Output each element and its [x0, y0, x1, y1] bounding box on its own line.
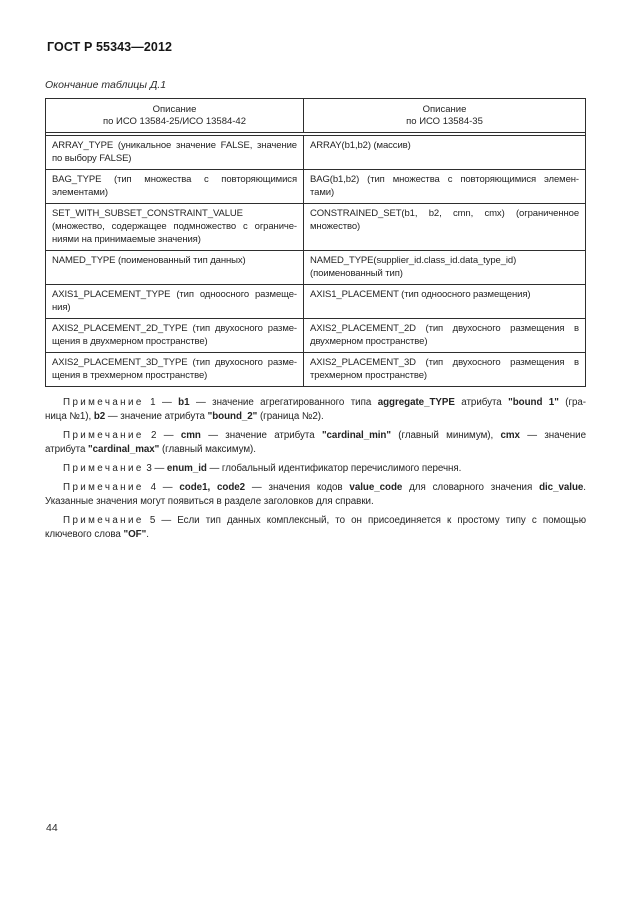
- column-header-line: по ИСО 13584-35: [406, 116, 483, 127]
- note: [45, 481, 586, 509]
- note-text-segment: — значение агрегатированного типа: [189, 397, 378, 408]
- column-header-line: Описание: [422, 104, 467, 115]
- table-row: [46, 136, 585, 169]
- note-text-segment: (гра-: [558, 397, 586, 408]
- table-cell-line: (множество, содержащее подмножество с ограниче-: [52, 221, 297, 232]
- table-cell: [304, 353, 585, 386]
- note-line: [45, 528, 586, 542]
- table-row: [46, 250, 585, 284]
- note-line: [45, 410, 586, 424]
- note-text-segment: b2: [93, 411, 106, 422]
- table-row: [46, 318, 585, 352]
- table-cell-line: NAMED_TYPE(supplier_id.class_id.data_type_id): [310, 255, 517, 266]
- table-cell-line: AXIS1_PLACEMENT (тип одноосного размещения): [310, 289, 531, 300]
- note-line: [45, 396, 586, 410]
- note-text-segment: .: [583, 482, 586, 493]
- table-cell-line: по выбору FALSE): [52, 153, 132, 164]
- table-cell-line: ARRAY(b1,b2) (массив): [310, 140, 411, 151]
- table-body: [46, 136, 585, 386]
- note-text-segment: b1: [178, 397, 190, 408]
- note-text-segment: атрибута: [454, 397, 509, 408]
- comparison-table: [45, 98, 586, 387]
- table-row: [46, 203, 585, 250]
- table-cell: [46, 319, 304, 352]
- note-text-segment: (главный максимум).: [159, 444, 256, 455]
- table-cell-line: трехмерном пространстве): [310, 370, 427, 381]
- table-cell: [304, 170, 585, 203]
- note-line: [45, 495, 586, 509]
- table-cell: [304, 285, 585, 318]
- table-cell: [304, 136, 585, 169]
- note-text-segment: (главный минимум),: [390, 430, 501, 441]
- note-text-segment: (граница №2).: [257, 411, 324, 422]
- table-cell-line: двухмерном пространстве): [310, 336, 428, 347]
- note-text-segment: ключевого слова: [45, 529, 124, 540]
- notes-section: [45, 396, 586, 542]
- note-text-segment: 2 —: [143, 430, 181, 441]
- table-caption: Окончание таблицы Д.1: [45, 79, 167, 91]
- table-cell-line: щения в двухмерном пространстве): [52, 336, 208, 347]
- table-cell-line: AXIS2_PLACEMENT_3D (тип двухосного размещения в: [310, 357, 579, 368]
- note-text-segment: Примечание: [63, 463, 144, 474]
- page-content: [45, 79, 586, 542]
- note-text-segment: Примечание: [63, 397, 144, 408]
- column-header: [46, 99, 304, 132]
- column-header: [304, 99, 585, 132]
- table-cell: [46, 251, 304, 284]
- table-cell-line: тами): [310, 187, 335, 198]
- table-cell: [46, 204, 304, 250]
- note-text-segment: — значение: [519, 430, 586, 441]
- note-text-segment: Примечание: [63, 515, 144, 526]
- note-text-segment: "bound_2": [207, 411, 258, 422]
- column-header-line: Описание: [152, 104, 197, 115]
- table-cell: [46, 285, 304, 318]
- table-cell: [46, 170, 304, 203]
- note-text-segment: — значение атрибута: [105, 411, 208, 422]
- column-header-line: по ИСО 13584-25/ИСО 13584-42: [102, 116, 247, 127]
- note-text-segment: "OF": [123, 529, 147, 540]
- note: [45, 514, 586, 542]
- table-cell-line: CONSTRAINED_SET(b1, b2, cmn, cmx) (ограниченное: [310, 208, 579, 219]
- table-cell-line: элементами): [52, 187, 108, 198]
- page-number: 44: [46, 822, 58, 834]
- note-line: [45, 429, 586, 443]
- note-line: [45, 514, 586, 528]
- table-row: [46, 352, 585, 386]
- note-text-segment: 5 — Если тип данных комплексный, то он присоединяется к простому типу с помощью: [143, 515, 586, 526]
- note-line: [45, 443, 586, 457]
- table-row: [46, 169, 585, 203]
- note-text-segment: "cardinal_min": [321, 430, 391, 441]
- table-cell: [46, 353, 304, 386]
- table-cell-line: BAG_TYPE (тип множества с повторяющимися: [52, 174, 297, 185]
- note-text-segment: enum_id: [166, 463, 207, 474]
- table-cell-line: ARRAY_TYPE (уникальное значение FALSE, значение: [52, 140, 297, 151]
- table-cell-line: (поименованный тип): [310, 268, 403, 279]
- table-cell-line: BAG(b1,b2) (тип множества с повторяющимися элемен-: [310, 174, 579, 185]
- table-cell-line: щения в трехмерном пространстве): [52, 370, 208, 381]
- table-cell: [304, 251, 585, 284]
- note: [45, 429, 586, 457]
- note: [45, 462, 586, 476]
- note-text-segment: dic_value: [539, 482, 584, 493]
- note-text-segment: — значение атрибута: [200, 430, 322, 441]
- note-line: [45, 462, 586, 476]
- note-text-segment: 1 —: [143, 397, 179, 408]
- note-text-segment: атрибута: [45, 444, 89, 455]
- note-line: [45, 481, 586, 495]
- note-text-segment: cmx: [500, 430, 520, 441]
- note-text-segment: — значения кодов: [245, 482, 350, 493]
- note-text-segment: "bound 1": [508, 397, 559, 408]
- table-cell-line: AXIS2_PLACEMENT_2D (тип двухосного размещения в: [310, 323, 579, 334]
- note-text-segment: 3 —: [143, 463, 167, 474]
- note-text-segment: 4 —: [143, 482, 180, 493]
- table-cell-line: SET_WITH_SUBSET_CONSTRAINT_VALUE: [52, 208, 243, 219]
- note-text-segment: value_code: [349, 482, 403, 493]
- note-text-segment: ница №1),: [45, 411, 94, 422]
- note-text-segment: aggregate_TYPE: [377, 397, 455, 408]
- table-cell: [46, 136, 304, 169]
- table-cell-line: множество): [310, 221, 361, 232]
- note-text-segment: Примечание: [63, 482, 144, 493]
- note-text-segment: "cardinal_max": [88, 444, 160, 455]
- note-text-segment: code1, code2: [179, 482, 246, 493]
- note-text-segment: — глобальный идентификатор перечислимого перечня.: [206, 463, 462, 474]
- table-cell-line: AXIS2_PLACEMENT_2D_TYPE (тип двухосного разме-: [52, 323, 297, 334]
- table-cell: [304, 319, 585, 352]
- table-cell: [304, 204, 585, 250]
- standard-code: ГОСТ Р 55343—2012: [47, 40, 173, 54]
- table-cell-line: ния): [52, 302, 71, 313]
- table-row: [46, 284, 585, 318]
- table-cell-line: NAMED_TYPE (поименованный тип данных): [52, 255, 246, 266]
- note-text-segment: .: [146, 529, 149, 540]
- note-text-segment: cmn: [180, 430, 201, 441]
- note: [45, 396, 586, 424]
- table-cell-line: ниями на принимаемые значения): [52, 234, 201, 245]
- note-text-segment: Указанные значения могут появиться в разделе заголовков для справки.: [45, 496, 374, 507]
- note-text-segment: Примечание: [63, 430, 144, 441]
- table-cell-line: AXIS2_PLACEMENT_3D_TYPE (тип двухосного разме-: [52, 357, 297, 368]
- table-cell-line: AXIS1_PLACEMENT_TYPE (тип одноосного размеще-: [52, 289, 297, 300]
- table-header-row: [46, 99, 585, 136]
- note-text-segment: для словарного значения: [402, 482, 540, 493]
